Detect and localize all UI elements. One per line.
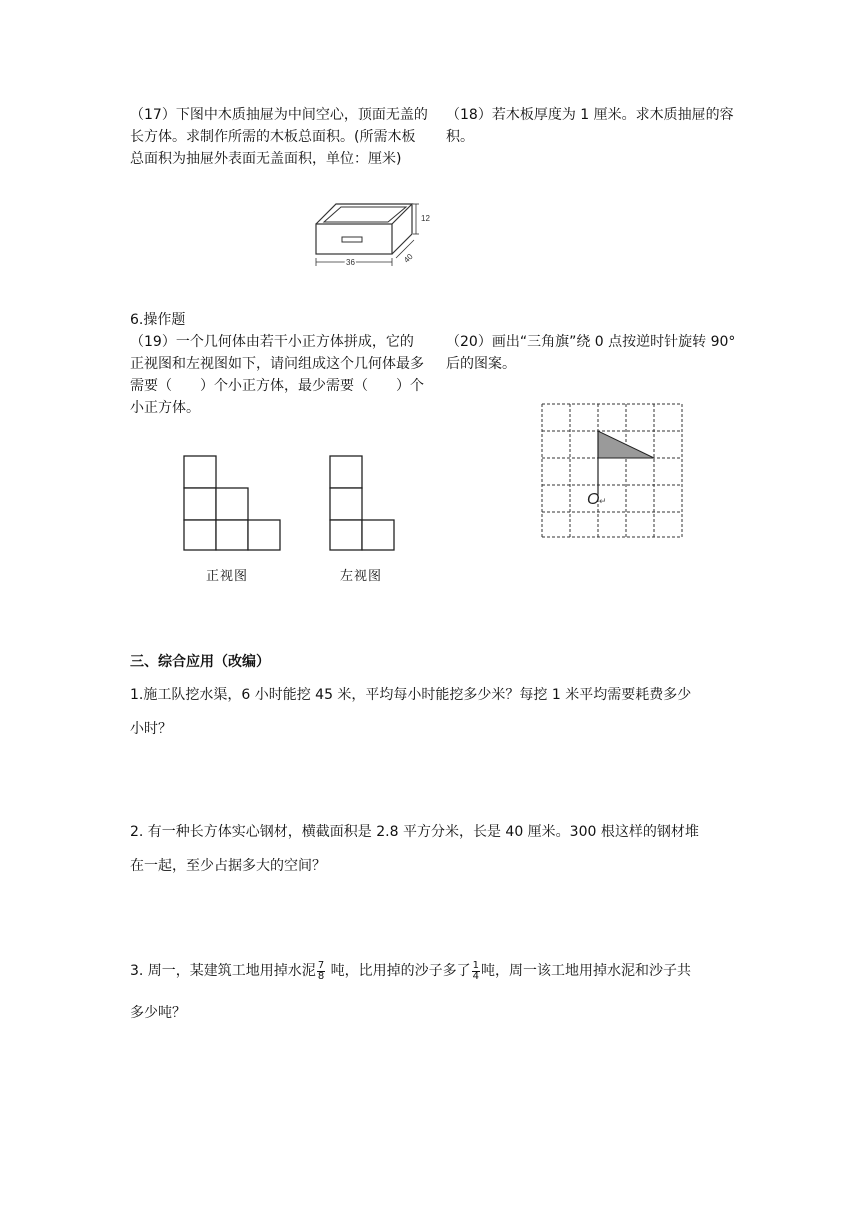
app2-line1: 2. 有一种长方体实心钢材，横截面积是 2.8 平方分米，长是 40 厘米。300 根这样的钢材堆 [130, 824, 699, 840]
return-mark: ↵ [599, 496, 607, 506]
app1-line1: 1.施工队挖水渠，6 小时能挖 45 米，平均每小时能挖多少米？每挖 1 米平均需要耗费多少 [130, 687, 692, 703]
front-view-caption: 正视图 [206, 569, 249, 584]
app3-line2: 多少吨？ [130, 1005, 186, 1021]
section3-title: 三、综合应用（改编） [130, 654, 270, 670]
app3-part2: 吨，比用掉的沙子多了 [326, 963, 471, 979]
drawer-dim-height: 12 [421, 214, 430, 223]
q18-text: （18）若木板厚度为 1 厘米。求木质抽屉的容积。 [446, 107, 734, 145]
rotation-grid-figure [538, 400, 686, 542]
drawer-dim-width: 40 [402, 251, 415, 265]
drawer-dim-length: 36 [346, 258, 355, 267]
fraction-seven-eighths: $\frac{7}{8}$ [317, 959, 325, 982]
front-view-figure [180, 452, 284, 552]
section6-title: 6.操作题 [130, 312, 186, 328]
fraction-one-quarter: $\frac{1}{4}$ [472, 959, 480, 982]
q19-text: （19）一个几何体由若干小正方体拼成，它的正视图和左视图如下，请问组成这个几何体最多需要（ ）个小正方体，最少需要（ ）个小正方体。 [130, 334, 424, 416]
left-view-caption: 左视图 [340, 569, 383, 584]
q17-text: （17）下图中木质抽屉为中间空心，顶面无盖的长方体。求制作所需的木板总面积。(所需木板总面积为抽屉外表面无盖面积，单位：厘米) [130, 107, 428, 167]
q20-text: （20）画出“三角旗”绕 0 点按逆时针旋转 90° 后的图案。 [446, 334, 736, 372]
app1-line2: 小时？ [130, 721, 172, 737]
app2-line2: 在一起，至少占据多大的空间？ [130, 858, 326, 874]
drawer-figure [306, 196, 436, 274]
app3-part3: 吨，周一该工地用掉水泥和沙子共 [481, 963, 692, 979]
app3-part1: 3. 周一，某建筑工地用掉水泥 [130, 963, 316, 979]
app3-line1 [130, 954, 691, 988]
pivot-point-label: O [587, 491, 600, 508]
left-view-figure [326, 452, 400, 552]
